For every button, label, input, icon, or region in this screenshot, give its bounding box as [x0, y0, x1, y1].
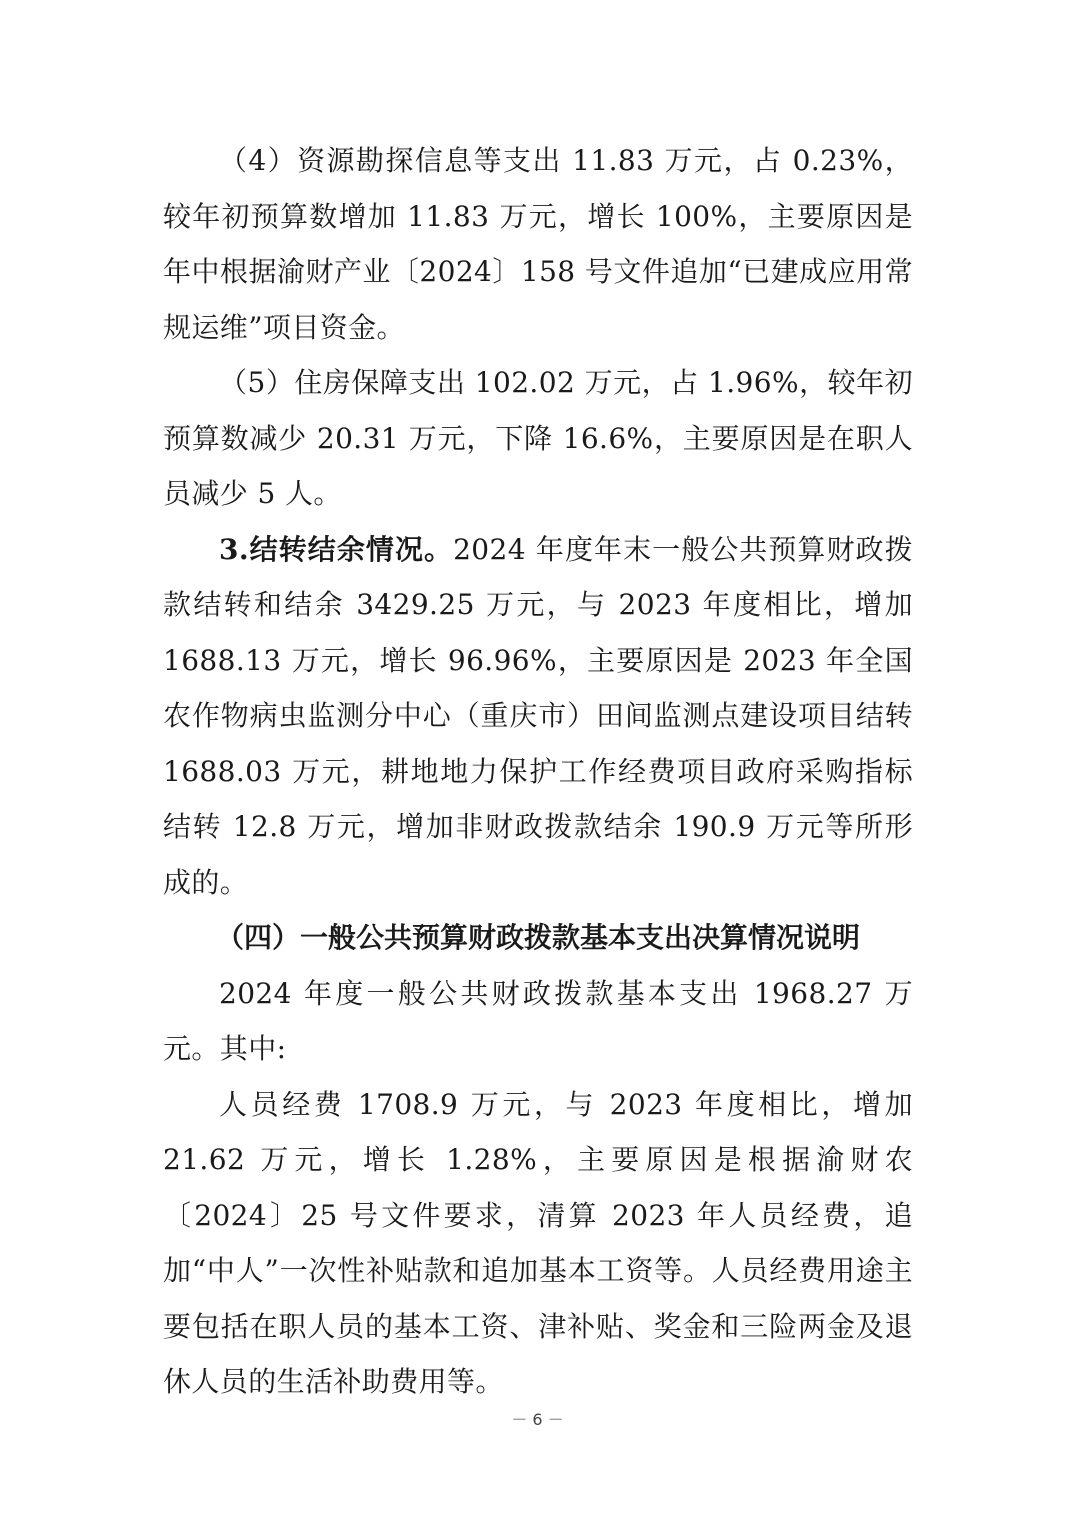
section-heading: （四）一般公共预算财政拨款基本支出决算情况说明	[215, 921, 860, 954]
paragraph-personnel-expenses: 人员经费 1708.9 万元，与 2023 年度相比，增加 21.62 万元，增长 1.28%，主要原因是根据渝财农〔2024〕25 号文件要求，清算 2023 年人员经费，追加“中人”一次性补贴款和追加基本工资等。人员经费用途主要包括在职人员的基本工资、津补贴、奖金和三险两金及退休人员的生活补助费用等。	[163, 1087, 913, 1398]
paragraph-resource-exploration: （4）资源勘探信息等支出 11.83 万元，占 0.23%，较年初预算数增加 11.83 万元，增长 100%，主要原因是年中根据渝财产业〔2024〕158 号文件追加“已建成应用常规运维”项目资金。	[163, 144, 913, 344]
paragraph-housing-security: （5）住房保障支出 102.02 万元，占 1.96%，较年初预算数减少 20.31 万元，下降 16.6%，主要原因是在职人员减少 5 人。	[163, 366, 913, 510]
page-number: － 6 －	[511, 1410, 564, 1429]
paragraph-carryover	[163, 522, 913, 911]
paragraph-basic-expenditure: 2024 年度一般公共财政拨款基本支出 1968.27 万元。其中:	[163, 976, 913, 1065]
document-body	[163, 133, 913, 1410]
carryover-lead: 3.结转结余情况。	[219, 532, 454, 566]
carryover-text: 2024 年度年末一般公共预算财政拨款结转和结余 3429.25 万元，与 2023 年度相比，增加 1688.13 万元，增长 96.96%，主要原因是 2023 年全国农作物病虫监测分中心（重庆市）田间监测点建设项目结转 1688.03 万元，耕地地力保护工作经费项目政府采购指标结转 12.8 万元，增加非财政拨款结余 190.9 万元等所形成的。	[163, 532, 913, 899]
